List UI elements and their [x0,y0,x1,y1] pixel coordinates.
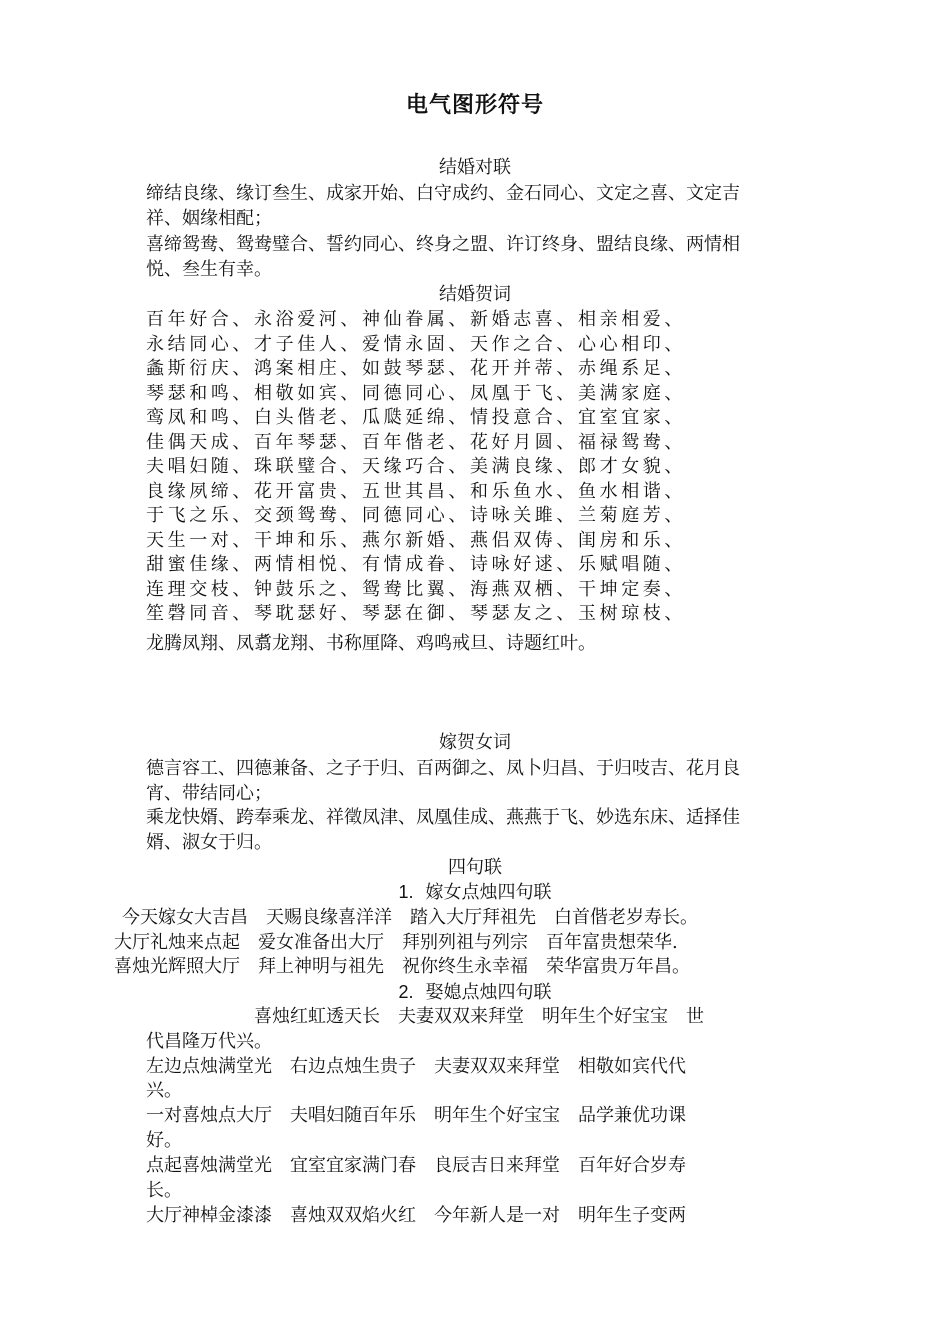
page-title: 电气图形符号 [405,93,544,118]
greetings-row: 良缘夙缔、花开富贵、五世其昌、和乐鱼水、鱼水相谐、 [146,480,686,502]
greetings-row: 夫唱妇随、珠联璧合、天缘巧合、美满良缘、郎才女貌、 [146,456,686,477]
subheading-candle-couplets-bride [0,880,950,905]
couplet-line: 兴。 [146,1080,182,1101]
couplet-line: 大厅神棹金漆漆 喜烛双双焰火红 今年新人是一对 明年生子变两 [146,1205,686,1226]
paragraph-line: 乘龙快婿、跨奉乘龙、祥徵凤津、凤凰佳成、燕燕于飞、妙选东床、适择佳 [146,807,740,828]
section-heading-wedding-greetings: 结婚贺词 [439,284,511,305]
greetings-row: 百年好合、永浴爱河、神仙眷属、新婚志喜、相亲相爱、 [146,309,686,330]
couplet-line: 长。 [146,1180,182,1201]
subheading-text: 娶媳点烛四句联 [425,982,552,1003]
paragraph-line: 缔结良缘、缘订叁生、成家开始、白守成约、金石同心、文定之喜、文定吉 [146,183,740,204]
list-number: 1. [398,882,414,902]
paragraph-line: 悦、叁生有幸。 [146,259,272,280]
greetings-row: 永结同心、才子佳人、爱情永固、天作之合、心心相印、 [146,333,686,355]
section-heading-bride-greetings: 嫁贺女词 [439,732,511,753]
couplet-line: 好。 [146,1130,182,1151]
paragraph-line: 祥、姻缘相配； [146,208,272,229]
couplet-line: 点起喜烛满堂光 宜室宜家满门春 良辰吉日来拜堂 百年好合岁寿 [146,1155,686,1176]
list-number: 2. [398,982,414,1002]
couplet-line: 左边点烛满堂光 右边点烛生贵子 夫妻双双来拜堂 相敬如宾代代 [146,1056,686,1077]
subheading-text: 嫁女点烛四句联 [425,882,552,903]
greetings-row: 于飞之乐、交颈鸳鸯、同德同心、诗咏关雎、兰菊庭芳、 [146,505,686,526]
greetings-row: 螽斯衍庆、鸿案相庄、如鼓琴瑟、花开并蒂、赤绳系足、 [146,358,686,379]
greetings-row: 连理交枝、钟鼓乐之、鸳鸯比翼、海燕双栖、干坤定奏、 [146,578,686,600]
greetings-row: 甜蜜佳缘、两情相悦、有情成眷、诗咏好逑、乐赋唱随、 [146,554,686,575]
couplet-line: 代昌隆万代兴。 [146,1031,272,1052]
couplet-line: 一对喜烛点大厅 夫唱妇随百年乐 明年生个好宝宝 品学兼优功课 [146,1105,686,1126]
greetings-last-line: 龙腾凤翔、凤翥龙翔、书称厘降、鸡鸣戒旦、诗题红叶。 [146,633,596,654]
paragraph-line: 宵、带结同心； [146,783,272,804]
paragraph-line: 婿、淑女于归。 [146,832,272,853]
couplet-line: 大厅礼烛来点起 爱女准备出大厅 拜别列祖与列宗 百年富贵想荣华. [114,932,678,953]
greetings-row: 笙磬同音、琴耽瑟好、琴瑟在御、琴瑟友之、玉树琼枝、 [146,603,686,624]
couplet-line: 今天嫁女大吉昌 天赐良缘喜洋洋 踏入大厅拜祖先 白首偕老岁寿长。 [122,907,698,928]
paragraph-line: 喜缔鸳鸯、鸳鸯璧合、誓约同心、终身之盟、许订终身、盟结良缘、两情相 [146,234,740,255]
couplet-line: 喜烛光辉照大厅 拜上神明与祖先 祝你终生永幸福 荣华富贵万年昌。 [114,956,690,977]
greetings-row: 琴瑟和鸣、相敬如宾、同德同心、凤凰于飞、美满家庭、 [146,382,686,404]
greetings-row: 佳偶天成、百年琴瑟、百年偕老、花好月圆、福禄鸳鸯、 [146,431,686,453]
section-heading-four-line-couplets: 四句联 [448,857,502,878]
subheading-candle-couplets-groom [0,980,950,1005]
section-heading-wedding-couplets: 结婚对联 [439,157,511,178]
paragraph-line: 德言容工、四德兼备、之子于归、百两御之、凤卜归昌、于归吱吉、花月良 [146,758,740,779]
couplet-line: 喜烛红虹透天长 夫妻双双来拜堂 明年生个好宝宝 世 [254,1006,704,1027]
greetings-grid [146,308,686,627]
greetings-row: 鸾凤和鸣、白头偕老、瓜瓞延绵、情投意合、宜室宜家、 [146,407,686,428]
greetings-row: 天生一对、干坤和乐、燕尔新婚、燕侣双俦、闺房和乐、 [146,529,686,551]
